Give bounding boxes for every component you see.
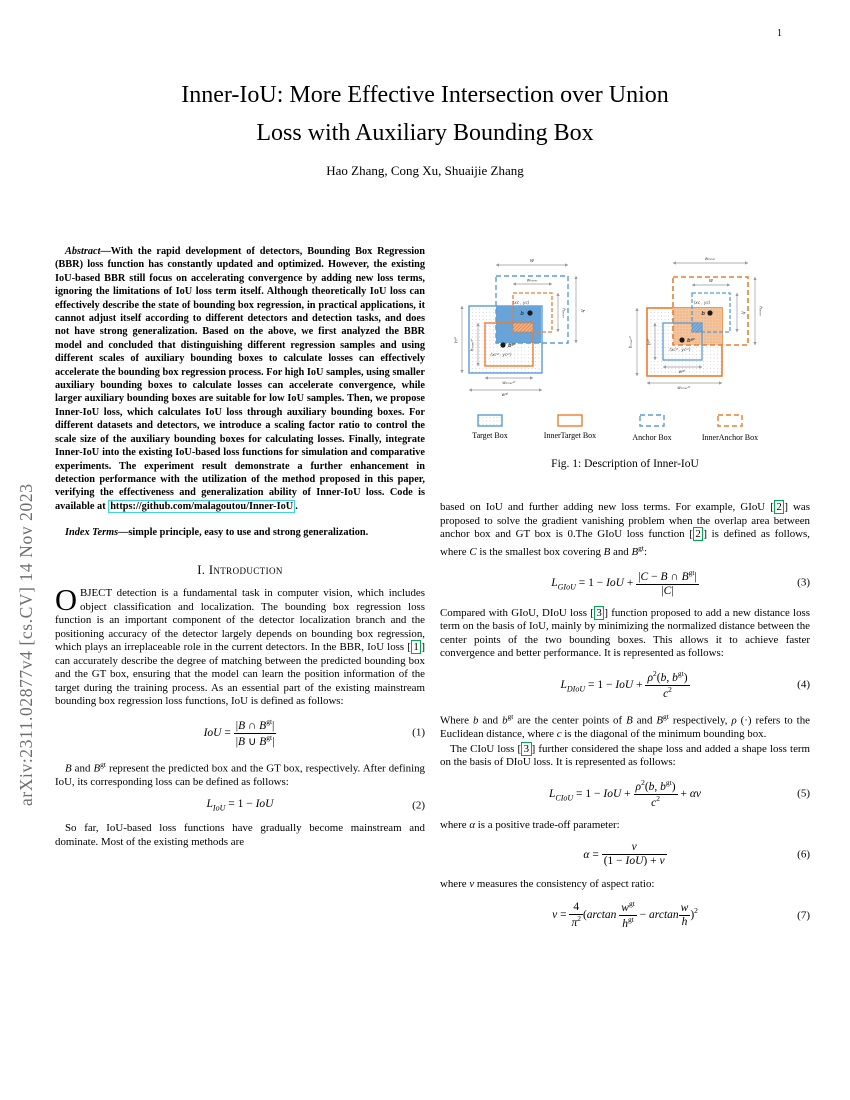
equation-6-body: α = $\frac{v}{\text{(1 − IoU) + v}}$ xyxy=(583,841,665,868)
rc-p1-text-c: is defined as follows, where C is the smallest box covering B and $B^{gt}$: xyxy=(440,528,810,559)
drop-cap: O xyxy=(55,583,78,618)
citation-ref-2b[interactable]: 2 xyxy=(693,527,703,541)
page-number: 1 xyxy=(777,28,782,39)
legend-label-target-box: Target Box xyxy=(472,431,508,440)
rc-p2-text-a: Compared with GIoU, DIoU loss xyxy=(440,606,591,619)
anchor-center-label: (xc , yc) xyxy=(512,300,530,305)
legend-swatch-target-box xyxy=(478,415,502,426)
equation-1-body: IoU = $\frac{|B \cap B^{gt}|}{|B \cup B^{gt}|}$ xyxy=(203,716,275,748)
equation-6-number: (6) xyxy=(797,848,810,861)
rc-p4-text-b: further considered the shape loss and added a shape loss term on the basis of DIoU loss. It is represented as follows: xyxy=(440,742,810,769)
abstract-body: —With the rapid development of detectors, Bounding Box Regression (BBR) loss function has constantly updated and optimized. However, the existing IoU-based BBR still focus on accelerating convergence by adding new loss terms, ignoring the limitations of IoU loss term itself. Although theoretically IoU loss can effectively describe the state of bounding box regression, in practical applications, it cannot adjust itself according to different detectors and detection tasks, and does not have strong generalization. Based on the above, we first analyzed the BBR model and concluded that distinguishing different regression samples and using different scales of auxiliary bounding boxes to calculate losses can effectively accelerate the bounding box regression process. For high IoU samples, using smaller auxiliary bounding boxes to calculate losses can accelerate convergence, while larger auxiliary bounding boxes are suitable for low IoU samples. Then, we propose Inner-IoU loss, which calculates IoU loss through auxiliary bounding boxes. For different datasets and detectors, we introduce a scaling factor ratio to control the scale size of the auxiliary bounding boxes for calculating losses. Finally, integrate Inner-IoU into the existing IoU-based loss functions for simulation and comparative experiments. The experiment result demonstrate a further enhancement in detection performance with the utilization of the method proposed in this paper, verifying the effectiveness and generalization ability of Inner-IoU loss. Code is available at xyxy=(55,246,425,512)
citation-ref-wrap: [ 2 ] xyxy=(689,528,707,540)
rc-p1-text-a: based on IoU and further adding new loss terms. For example, GIoU xyxy=(440,501,771,513)
abstract-lead: Abstract xyxy=(65,246,101,257)
equation-3-number: (3) xyxy=(797,576,810,589)
rc-paragraph-1 xyxy=(440,501,810,560)
equation-4-number: (4) xyxy=(797,678,810,691)
abstract xyxy=(55,245,425,513)
iou-overlap xyxy=(692,323,702,332)
citation-ref-wrap: [ 1 ] xyxy=(407,641,425,654)
h-inner-label: hᵢₙₙₑᵣ xyxy=(561,308,567,318)
intro-paragraph-2: B and $B^{gt}$ represent the predicted box and the GT box, respectively. After defining IoU, its corresponding loss can be defined as follows: xyxy=(55,759,425,788)
legend-swatch-inner-anchor-box xyxy=(718,415,742,426)
equation-3 xyxy=(440,569,810,598)
left-column xyxy=(55,245,425,850)
equation-6 xyxy=(440,841,810,868)
code-link[interactable]: https://github.com/malagoutou/Inner-IoU xyxy=(110,500,294,512)
right-column xyxy=(440,245,810,940)
rc-paragraph-5: where α is a positive trade-off parameter: xyxy=(440,818,620,831)
abstract-tail: . xyxy=(295,500,298,512)
intro-paragraph-1 xyxy=(55,583,425,709)
equation-4-body: $L_{DIoU} = 1$ − IoU + $\frac{\rho^2(b, b^{gt})}{c^2}$ xyxy=(560,668,688,700)
rc-paragraph-2 xyxy=(440,607,810,661)
citation-ref-wrap: [ 2 ] xyxy=(770,501,788,513)
intro-paragraph-3: So far, IoU-based loss functions have gradually become mainstream and dominate. Most of the existing methods are xyxy=(55,822,425,848)
w-label: w xyxy=(708,278,714,284)
w-gt-label: wᵍᵗ xyxy=(501,393,509,398)
legend-label-inner-anchor-box: InnerAnchor Box xyxy=(701,433,759,442)
equation-3-body: $L_{GIoU} = 1$ − IoU + $\frac{|C - B \cap B^{gt}|}{|C|}$ xyxy=(551,567,697,597)
w-inner-label: wᵢₙₙₑᵣ xyxy=(704,256,716,261)
authors: Hao Zhang, Cong Xu, Shuaijie Zhang xyxy=(326,163,524,178)
inner-iou-overlap xyxy=(513,323,533,332)
arxiv-watermark: arXiv:2311.02877v4 [cs.CV] 14 Nov 2023 xyxy=(16,483,36,806)
intro-p1-text-a: BJECT detection is a fundamental task in computer vision, which includes object classification and localization. The bounding box regression loss function is an important component of the detector localization branch and the positioning accuracy of the detector largely depends on bounding box regression, which plays an irreplaceable role in the current detectors. In the BBR, IoU loss xyxy=(55,587,425,654)
figure-legend xyxy=(472,415,758,442)
diagram-ratio-large xyxy=(628,256,764,390)
equation-4 xyxy=(440,670,810,701)
w-label: w xyxy=(529,258,535,264)
title-line-1: Inner-IoU: More Effective Intersection over Union xyxy=(181,82,669,108)
gt-center-label: (xcᵍᵗ, ycᵍᵗ) xyxy=(669,347,691,352)
h-inner-gt-label: hᵢₙₙₑᵣᵍᵗ xyxy=(469,338,475,352)
rc-paragraph-6: where v measures the consistency of aspect ratio: xyxy=(440,877,655,890)
b-label: b xyxy=(520,311,524,317)
b-label: b xyxy=(701,311,705,317)
section-heading-introduction: I. Introduction xyxy=(197,562,283,577)
rc-p1-text-b: was proposed to solve the gradient vanishing problem when the overlap area between anchor box and GT box is 0.The GIoU loss function xyxy=(440,501,810,540)
rc-p2-text-b: function proposed to add a new distance loss term on the basis of IoU, mainly by minimizing the normalized distance between the center points of the two bounding boxes. This allows it to achieve faster convergence and better performance. It is represented as follows: xyxy=(440,606,810,660)
h-gt-label: hᵍᵗ xyxy=(454,336,460,344)
equation-7-body: v = $\frac{4}{\pi^2}$ (arctan $\frac{w^{gt}}{h^{gt}}$ − arctan $\frac{w}{h}$ )$^2$ xyxy=(552,899,698,931)
gt-center-dot xyxy=(679,337,684,342)
equation-2-body: $L_{IoU} = 1$ − IoU xyxy=(206,798,274,813)
index-terms-lead: Index Terms xyxy=(65,527,119,539)
anchor-center-label: (xc , yc) xyxy=(693,300,711,305)
legend-swatch-anchor-box xyxy=(640,415,664,426)
w-inner-gt-label: wᵢₙₙₑᵣᵍᵗ xyxy=(502,380,516,385)
citation-ref-1[interactable]: 1 xyxy=(411,640,421,654)
equation-5 xyxy=(440,779,810,810)
inner-iou-diagram xyxy=(440,245,810,445)
citation-ref-wrap: [ 3 ] xyxy=(590,606,608,619)
index-terms xyxy=(55,526,425,539)
gt-center-dot xyxy=(500,342,505,347)
legend-swatch-inner-target-box xyxy=(558,415,582,426)
equation-7 xyxy=(440,900,810,931)
w-gt-label: wᵍᵗ xyxy=(678,370,686,375)
rc-paragraph-3: Where b and $b^{gt}$ are the center points of B and $B^{gt}$ respectively, ρ (·) refers to the Euclidean distance, where c is the diagonal of the minimum bounding box. xyxy=(440,711,810,741)
figure-1 xyxy=(440,245,810,471)
w-inner-label: wᵢₙₙₑᵣ xyxy=(526,277,538,283)
h-label: h xyxy=(739,311,746,315)
gt-center-label: (xcᵍᵗ, ycᵍᵗ) xyxy=(490,352,512,357)
citation-ref-3[interactable]: 3 xyxy=(594,606,604,620)
citation-ref-wrap: [ 3 ] xyxy=(517,742,536,755)
h-inner-label: hᵢₙₙₑᵣ xyxy=(758,306,764,316)
rc-p4-text-a: The CIoU loss xyxy=(450,742,518,755)
equation-2 xyxy=(55,798,425,813)
equation-5-number: (5) xyxy=(797,787,810,800)
h-gt-label: hᵍᵗ xyxy=(647,338,653,346)
w-inner-gt-label: wᵢₙₙₑᵣᵍᵗ xyxy=(677,385,691,390)
b-gt-label: bᵍᵗ xyxy=(687,338,695,344)
anchor-center-dot xyxy=(707,310,712,315)
intro-p1-text-b: can accurately describe the degree of matching between the predicted bounding box and the GT box, ensuring that the model can learn the position information of the target during the training process. As an essential part of the existing mainstream bounding box regression loss functions, IoU is defined as follows: xyxy=(55,654,425,708)
paper-title xyxy=(0,76,850,152)
figure-caption: Fig. 1: Description of Inner-IoU xyxy=(551,457,699,470)
equation-1 xyxy=(55,718,425,749)
title-line-2: Loss with Auxiliary Bounding Box xyxy=(256,120,594,146)
citation-ref-2[interactable]: 2 xyxy=(774,500,784,514)
b-gt-label: bᵍᵗ xyxy=(508,343,516,349)
legend-label-inner-target-box: InnerTarget Box xyxy=(543,431,597,440)
equation-5-body: $L_{CIoU} = 1$ − IoU + $\frac{\rho^2(b, b^{gt})}{c^2}$ + αv xyxy=(548,777,701,809)
equation-2-number: (2) xyxy=(412,799,425,812)
h-label: h xyxy=(579,309,585,313)
rc-paragraph-4 xyxy=(440,743,810,770)
diagram-ratio-small xyxy=(454,258,586,398)
citation-ref-3b[interactable]: 3 xyxy=(521,742,531,756)
equation-7-number: (7) xyxy=(797,909,810,922)
index-terms-body: —simple principle, easy to use and strong generalization. xyxy=(118,527,369,539)
equation-1-number: (1) xyxy=(412,726,425,739)
legend-label-anchor-box: Anchor Box xyxy=(632,433,672,442)
h-inner-gt-label: hᵢₙₙₑᵣᵍᵗ xyxy=(628,335,633,349)
anchor-center-dot xyxy=(527,310,532,315)
